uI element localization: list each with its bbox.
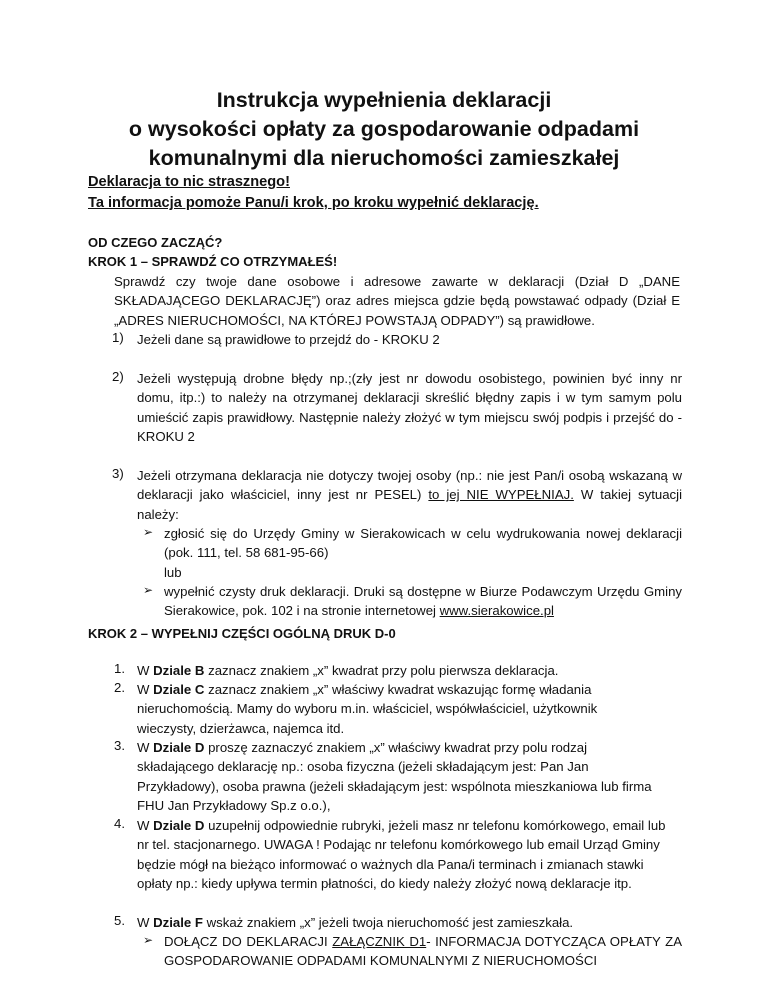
item-3-text-after: W takiej sytuacji należy:	[137, 487, 683, 522]
sub-item-or: lub	[164, 565, 182, 580]
step2-item-2	[137, 680, 647, 738]
sub-item-2-text: wypełnić czysty druk deklaracji. Druki są dostępne w Biurze Podawczym Urzędu Gminy Sierakowice, pok. 102 i na stronie internetowej	[164, 584, 682, 619]
attachment-name: ZAŁĄCZNIK D1	[332, 934, 427, 949]
arrow-bullet-icon: ➢	[143, 933, 154, 947]
subtitle-line-2: Ta informacja pomoże Panu/i krok, po kroku wypełnić deklarację.	[88, 195, 539, 211]
step2-heading: KROK 2 – WYPEŁNIJ CZĘŚCI OGÓLNĄ DRUK D-0	[88, 626, 396, 641]
step1-intro: Sprawdź czy twoje dane osobowe i adresowe zawarte w deklaracji (Dział D „DANE SKŁADAJĄCEGO DEKLARACJĘ”) oraz adres miejsca gdzie będą powstawać odpady (Dział E „ADRES NIERUCHOMOŚCI, NA KTÓREJ POWSTAJĄ ODPADY”) są prawidłowe.	[114, 274, 680, 328]
step1-item-2: Jeżeli występują drobne błędy np.;(zły jest nr dowodu osobistego, powinien być inny nr domu, itp.:) to należy na otrzymanej deklaracji skreślić błędny zapis i w tym samym polu umieścić zapis prawidłowy. Następnie należy złożyć w tym miejscu swój podpis i przejść do - KROKU 2	[137, 371, 682, 445]
item-prefix: W	[137, 663, 154, 678]
start-heading: OD CZEGO ZACZĄĆ?	[88, 235, 223, 250]
step2-item-5	[137, 913, 682, 932]
step2-item-3	[137, 738, 657, 816]
title-line-3: komunalnymi dla nieruchomości zamieszkałej	[148, 146, 620, 170]
attachment-note	[164, 932, 682, 972]
item-prefix: W	[137, 682, 154, 697]
document-title	[0, 86, 768, 173]
list-number: 2.	[114, 680, 125, 695]
list-number: 3)	[112, 466, 124, 481]
item-prefix: W	[137, 915, 154, 930]
section-name: Dziale D	[153, 818, 205, 833]
sub-item-2	[164, 582, 682, 621]
step2-item-4	[137, 816, 667, 894]
step2-item-1	[137, 661, 682, 680]
item-prefix: W	[137, 818, 154, 833]
item-text: zaznacz znakiem „x” kwadrat przy polu pierwsza deklaracja.	[204, 663, 559, 678]
sub-item-1: zgłosić się do Urzędy Gminy w Sierakowicach w celu wydrukowania nowej deklaracji (pok. 111, tel. 58 681-95-66)	[164, 526, 682, 561]
item-text: uzupełnij odpowiednie rubryki, jeżeli masz nr telefonu komórkowego, email lub nr tel. stacjonarnego. UWAGA ! Podając nr telefonu komórkowego lub email Urząd Gminy będzie mógł na bieżąco informować o ważnych dla Pana/i terminach i zmianach stawki opłaty np.: kiedy upływa termin płatności, do kiedy należy złożyć nową deklaracje itp.	[137, 818, 666, 892]
attachment-text-after: - INFORMACJA DOTYCZĄCA OPŁATY ZA GOSPODAROWANIE ODPADAMI KOMUNALNYMI Z NIERUCHOMOŚCI	[164, 934, 682, 969]
item-3-text: Jeżeli otrzymana deklaracja nie dotyczy twojej osoby (np.: nie jest Pan/i osobą wskazaną w deklaracji jako właściciel, inny jest nr PESEL)	[137, 468, 682, 503]
section-name: Dziale F	[153, 915, 203, 930]
subtitle-line-1: Deklaracja to nic strasznego!	[88, 174, 290, 190]
step1-item-1: Jeżeli dane są prawidłowe to przejdź do - KROKU 2	[137, 332, 440, 347]
list-number: 4.	[114, 816, 125, 831]
item-text: wskaż znakiem „x” jeżeli twoja nieruchomość jest zamieszkała.	[202, 915, 574, 930]
step1-heading: KROK 1 – SPRAWDŹ CO OTRZYMAŁEŚ!	[88, 254, 338, 269]
title-line-2: o wysokości opłaty za gospodarowanie odpadami	[128, 117, 640, 141]
section-name: Dziale B	[153, 663, 205, 678]
section-name: Dziale D	[153, 740, 205, 755]
step1-item-3	[137, 466, 682, 524]
list-number: 1)	[112, 330, 124, 345]
title-line-1: Instrukcja wypełnienia deklaracji	[216, 88, 552, 112]
item-prefix: W	[137, 740, 154, 755]
list-number: 5.	[114, 913, 125, 928]
section-name: Dziale C	[153, 682, 205, 697]
item-text: zaznacz znakiem „x” właściwy kwadrat wskazując formę władania nieruchomością. Mamy do wyboru m.in. właściciel, współwłaściciel, użytkownik wieczysty, dzierżawca, najemca itd.	[137, 682, 598, 736]
list-number: 2)	[112, 369, 124, 384]
subtitle	[88, 172, 539, 214]
arrow-bullet-icon: ➢	[143, 583, 154, 597]
attachment-text: DOŁĄCZ DO DEKLARACJI	[164, 934, 333, 949]
item-text: proszę zaznaczyć znakiem „x” właściwy kwadrat przy polu rodzaj składającego deklarację np.: osoba fizyczna (jeżeli składającym jest: Pan Jan Przykładowy), osoba prawna (jeżeli składającym jest: wspólnota mieszkaniowa lub firma FHU Jan Przykładowy Sp.z o.o.),	[137, 740, 652, 814]
website-link[interactable]: www.sierakowice.pl	[439, 603, 554, 619]
do-not-fill-note: to jej NIE WYPEŁNIAJ.	[428, 487, 574, 503]
list-number: 3.	[114, 738, 125, 753]
list-number: 1.	[114, 661, 125, 676]
arrow-bullet-icon: ➢	[143, 525, 154, 539]
